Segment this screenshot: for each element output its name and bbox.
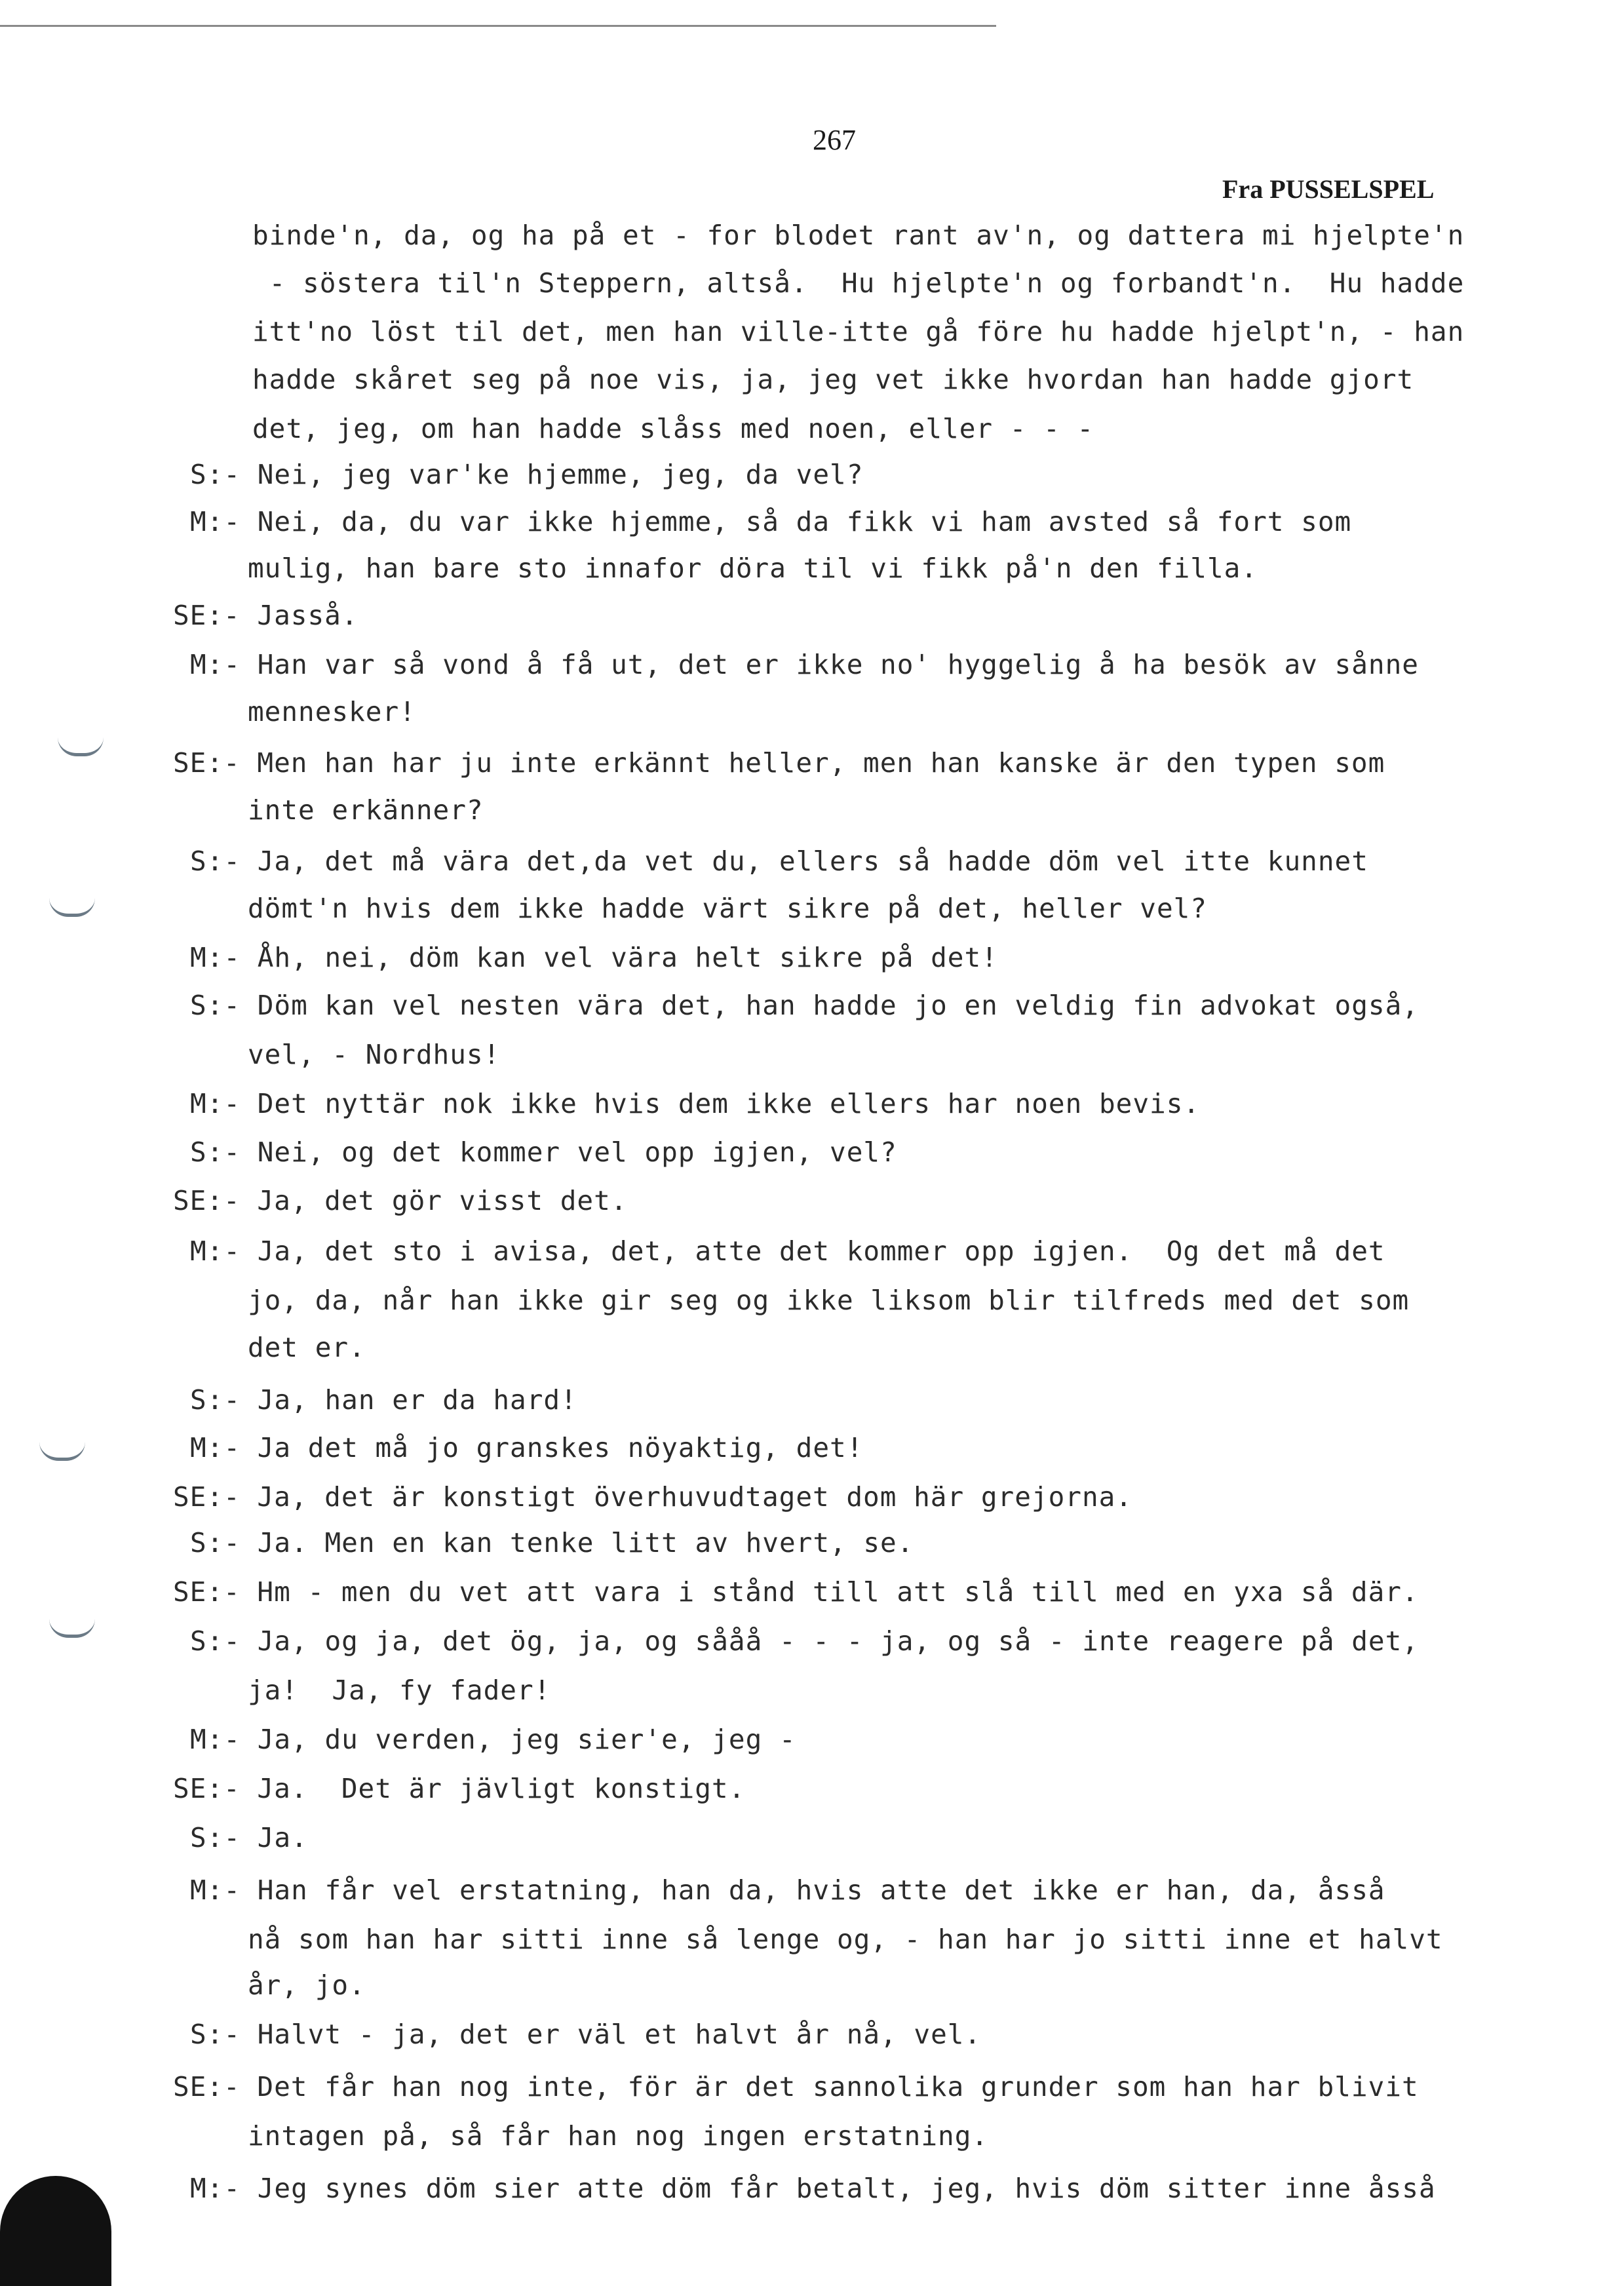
speaker-label: SE:- [173, 1185, 258, 1216]
utterance-text: Ja, det är konstigt överhuvudtaget dom här grejorna. [257, 1481, 1132, 1513]
speaker-label: SE:- [173, 1481, 258, 1513]
transcript-line [252, 364, 1414, 395]
utterance-text: inte erkänner? [248, 794, 484, 826]
transcript-line [248, 1924, 1443, 1955]
speaker-label: SE:- [173, 747, 258, 779]
speaker-label: M:- [190, 1432, 258, 1463]
transcript-line [252, 413, 1094, 444]
utterance-text: det er. [248, 1332, 366, 1363]
transcript-line [190, 506, 1351, 537]
utterance-text: Halvt - ja, det er väl et halvt år nå, vel. [257, 2019, 982, 2050]
utterance-text: nå som han har sitti inne så lenge og, - han har jo sitti inne et halvt [248, 1924, 1443, 1955]
utterance-text: Ja, det må vära det,da vet du, ellers så hadde döm vel itte kunnet [257, 845, 1368, 877]
speaker-label: S:- [190, 1822, 258, 1853]
utterance-text: Han får vel erstatning, han da, hvis atte det ikke er han, da, åsså [257, 1874, 1385, 1906]
transcript-line [190, 2019, 981, 2050]
utterance-text: år, jo. [248, 1969, 366, 2001]
speaker-label: M:- [190, 506, 258, 537]
transcript-line [173, 2071, 1419, 2102]
transcript-line [190, 1088, 1200, 1119]
utterance-text: Ja, det sto i avisa, det, atte det kommer opp igjen. Og det må det [257, 1235, 1385, 1267]
utterance-text: Det nyttär nok ikke hvis dem ikke ellers har noen bevis. [257, 1088, 1201, 1119]
speaker-label: M:- [190, 1088, 258, 1119]
utterance-text: Det får han nog inte, för är det sannolika grunder som han har blivit [257, 2071, 1419, 2102]
utterance-text: Han var så vond å få ut, det er ikke no' hyggelig å ha besök av sånne [257, 649, 1419, 680]
transcript-line [190, 2173, 1436, 2204]
utterance-text: Jeg synes döm sier atte döm får betalt, jeg, hvis döm sitter inne åsså [257, 2173, 1436, 2204]
transcript-line [248, 1285, 1409, 1316]
transcript-line [190, 942, 998, 973]
speaker-label: S:- [190, 845, 258, 877]
utterance-text: dömt'n hvis dem ikke hadde värt sikre på det, heller vel? [248, 893, 1207, 924]
speaker-label: S:- [190, 1527, 258, 1559]
speaker-label: M:- [190, 1235, 258, 1267]
speaker-label: S:- [190, 1136, 258, 1168]
utterance-text: Ja det må jo granskes nöyaktig, det! [257, 1432, 864, 1463]
transcript-line [173, 747, 1385, 779]
transcript-line [248, 2120, 988, 2152]
speaker-label: M:- [190, 1874, 258, 1906]
transcript-line [190, 1235, 1385, 1267]
transcript-line [190, 649, 1419, 680]
transcript-line [190, 1724, 796, 1755]
utterance-text: itt'no löst til det, men han ville-itte gå före hu hadde hjelpt'n, - han [252, 316, 1465, 347]
utterance-text: Ja. Men en kan tenke litt av hvert, se. [257, 1527, 914, 1559]
transcript-line [190, 1625, 1419, 1657]
utterance-text: intagen på, så får han nog ingen erstatning. [248, 2120, 989, 2152]
utterance-text: Nei, og det kommer vel opp igjen, vel? [257, 1136, 897, 1168]
utterance-text: Ja, han er da hard! [257, 1384, 577, 1416]
speaker-label: S:- [190, 990, 258, 1021]
transcript-line [173, 1481, 1132, 1513]
transcript-line [248, 1332, 366, 1363]
transcript-line [190, 1432, 863, 1463]
speaker-label: SE:- [173, 1576, 258, 1608]
speaker-label: M:- [190, 2173, 258, 2204]
utterance-text: jo, da, når han ikke gir seg og ikke liksom blir tilfreds med det som [248, 1285, 1410, 1316]
speaker-label: S:- [190, 1625, 258, 1657]
transcript-line [248, 1039, 500, 1070]
utterance-text: Jasså. [257, 600, 358, 631]
utterance-text: Ja, og ja, det ög, ja, og sååå - - - ja, og så - inte reagere på det, [257, 1625, 1419, 1657]
speaker-label: M:- [190, 649, 258, 680]
page-number: 267 [813, 124, 856, 156]
utterance-text: vel, - Nordhus! [248, 1039, 501, 1070]
utterance-text: Hm - men du vet att vara i stånd till att slå till med en yxa så där. [257, 1576, 1419, 1608]
utterance-text: hadde skåret seg på noe vis, ja, jeg vet ikke hvordan han hadde gjort [252, 364, 1414, 395]
transcript-line [173, 1773, 745, 1804]
transcript-line [173, 1576, 1419, 1608]
transcript-line [252, 220, 1464, 251]
utterance-text: Ja. [257, 1822, 308, 1853]
speaker-label: S:- [190, 459, 258, 490]
utterance-text: Ja. Det är jävligt konstigt. [257, 1773, 746, 1804]
utterance-text: Men han har ju inte erkännt heller, men han kanske är den typen som [257, 747, 1385, 779]
transcript-line [190, 1527, 914, 1559]
utterance-text: det, jeg, om han hadde slåss med noen, eller - - - [252, 413, 1094, 444]
transcript-line [190, 845, 1368, 877]
speaker-label: M:- [190, 942, 258, 973]
transcript-line [248, 552, 1258, 584]
source-label: Fra PUSSELSPEL [1222, 174, 1435, 204]
transcript-line [190, 1822, 308, 1853]
speaker-label: S:- [190, 2019, 258, 2050]
utterance-text: mulig, han bare sto innafor döra til vi fikk på'n den filla. [248, 552, 1258, 584]
transcript-line [248, 1675, 551, 1706]
utterance-text: binde'n, da, og ha på et - for blodet rant av'n, og dattera mi hjelpte'n [252, 220, 1465, 251]
transcript-line [248, 893, 1207, 924]
transcript-line [248, 1969, 366, 2001]
utterance-text: Ja, det gör visst det. [257, 1185, 628, 1216]
transcript-line [190, 1874, 1385, 1906]
utterance-text: ja! Ja, fy fader! [248, 1675, 551, 1706]
speaker-label: SE:- [173, 2071, 258, 2102]
transcript-line [248, 696, 416, 727]
transcript-line [173, 1185, 627, 1216]
speaker-label: S:- [190, 1384, 258, 1416]
utterance-text: Åh, nei, döm kan vel vära helt sikre på det! [257, 942, 998, 973]
utterance-text: - söstera til'n Steppern, altså. Hu hjelpte'n og forbandt'n. Hu hadde [252, 267, 1465, 299]
transcript-line [173, 600, 358, 631]
utterance-text: Nei, jeg var'ke hjemme, jeg, da vel? [257, 459, 864, 490]
transcript-line [190, 990, 1419, 1021]
speaker-label: SE:- [173, 1773, 258, 1804]
transcript-line [252, 267, 1464, 299]
transcript-line [190, 1384, 577, 1416]
transcript-line [190, 459, 863, 490]
utterance-text: Ja, du verden, jeg sier'e, jeg - [257, 1724, 796, 1755]
utterance-text: Nei, da, du var ikke hjemme, så da fikk vi ham avsted så fort som [257, 506, 1352, 537]
utterance-text: Döm kan vel nesten vära det, han hadde jo en veldig fin advokat også, [257, 990, 1419, 1021]
utterance-text: mennesker! [248, 696, 416, 727]
speaker-label: SE:- [173, 600, 258, 631]
transcript-line [248, 794, 484, 826]
transcript-line [252, 316, 1464, 347]
transcript-line [190, 1136, 897, 1168]
speaker-label: M:- [190, 1724, 258, 1755]
